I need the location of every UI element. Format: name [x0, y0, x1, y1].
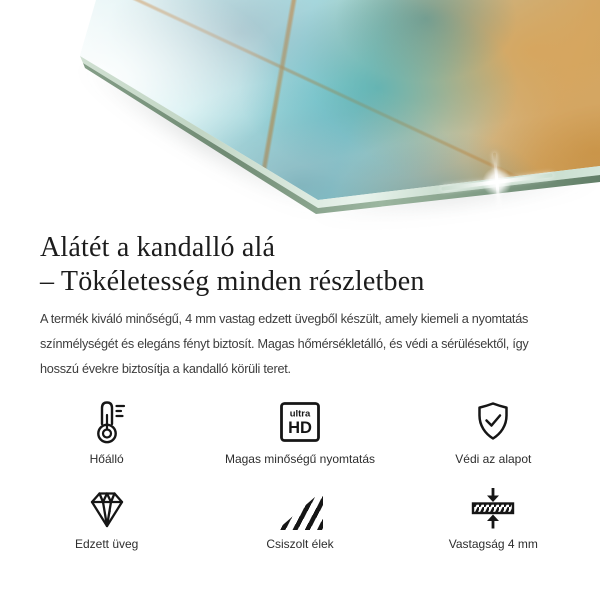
ultra-hd-icon — [276, 398, 324, 446]
ultra-hd-text-bottom: HD — [288, 419, 312, 437]
feature-heat-resistant — [10, 398, 203, 467]
thickness-compress-icon — [469, 483, 517, 531]
feature-label: Csiszolt élek — [266, 537, 334, 551]
diagonal-stripes-triangle — [277, 490, 323, 530]
polished-edges-icon — [277, 483, 323, 531]
feature-print-quality — [203, 398, 396, 467]
description-line: színmélységét és elegáns fényt biztosít. Magas hőmérsékletálló, és védi a sérülésektől, így — [40, 337, 529, 351]
thermometer-icon — [83, 398, 131, 446]
product-photo-glass-panel — [0, 0, 600, 232]
feature-label: Edzett üveg — [74, 537, 139, 551]
shield-check-icon — [469, 398, 517, 446]
page-title — [40, 231, 425, 299]
ultra-hd-text-top: ultra — [289, 408, 311, 420]
page-title-line1: Alátét a kandalló alá — [40, 232, 276, 263]
product-description — [40, 307, 529, 382]
feature-tempered-glass — [10, 483, 203, 552]
feature-protects-base — [397, 398, 590, 467]
feature-thickness — [397, 483, 590, 552]
page-title-line2: – Tökéletesség minden részletben — [40, 266, 425, 297]
feature-polished-edges — [203, 483, 396, 552]
feature-grid — [10, 398, 590, 552]
feature-label: Hőálló — [89, 452, 124, 466]
feature-label: Magas minőségű nyomtatás — [224, 452, 376, 466]
description-line: hosszú évekre biztosítja a kandalló körüli teret. — [40, 362, 291, 376]
diamond-icon — [83, 483, 131, 531]
feature-label: Vastagság 4 mm — [448, 537, 538, 551]
feature-label: Védi az alapot — [455, 452, 532, 466]
description-line: A termék kiváló minőségű, 4 mm vastag edzett üvegből készült, amely kiemeli a nyomtatás — [40, 312, 529, 326]
